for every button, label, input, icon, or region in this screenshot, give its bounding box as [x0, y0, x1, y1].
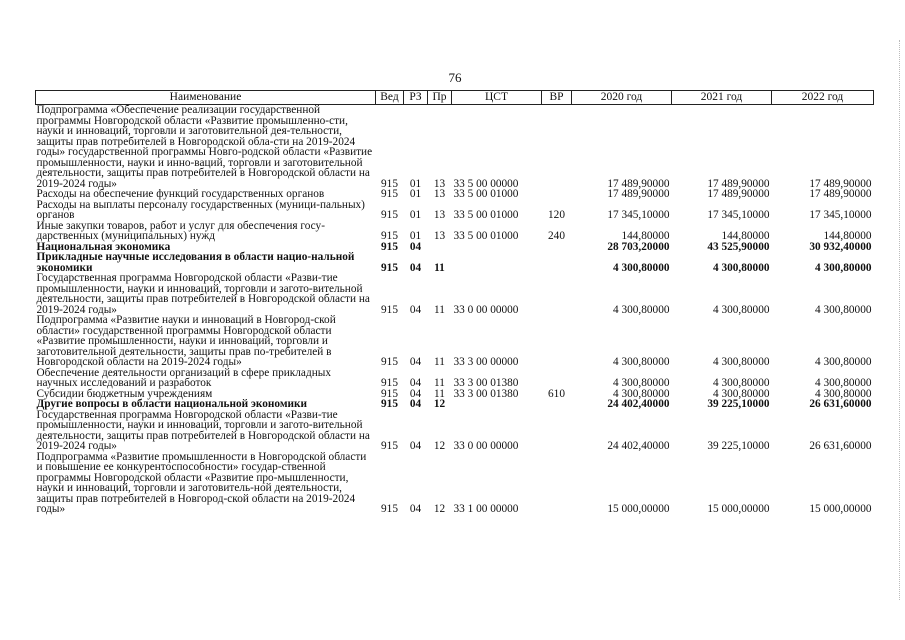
row-2020: 4 300,80000 [613, 356, 670, 368]
row-pr: 11 [434, 261, 445, 274]
row-name: Подпрограмма «Развитие промышленности в Новгородской области и повышение ее конкурентоспособности» государ-ственной программы Новгородской области «Развитие про-мышленности, науки и инноваций, торговли и заготовитель-ной деятельности, защиты прав потребителей в Новгород-ской области на 2019-2024 годы» [36, 450, 367, 515]
row-2020: 4 300,80000 [613, 377, 670, 389]
row-2021: 15 000,00000 [707, 503, 770, 515]
row-cst: 33 5 00 01000 [453, 209, 519, 221]
row-vr [542, 368, 572, 389]
scan-edge-mark [899, 40, 903, 600]
page-number: 76 [448, 70, 462, 85]
row-ved: 915 [381, 503, 398, 515]
row-2020: 24 402,40000 [607, 398, 670, 410]
column-header: ВР [542, 91, 572, 105]
row-rz: 04 [409, 303, 422, 316]
row-ved: 915 [381, 240, 398, 253]
row-name: Обеспечение деятельности организаций в сфере прикладных научных исследований и разработок [36, 366, 331, 389]
row-name: Прикладные научные исследования в области нацио-нальной экономики [36, 251, 355, 274]
row-2020: 17 489,90000 [607, 188, 670, 200]
row-ved: 915 [381, 261, 398, 274]
row-ved: 915 [381, 398, 398, 410]
row-2021: 4 300,80000 [713, 261, 770, 274]
row-cst: 33 5 00 01000 [453, 230, 519, 242]
row-rz: 04 [409, 240, 422, 253]
row-ved: 915 [381, 209, 398, 221]
table-row [36, 189, 874, 200]
row-vr [542, 273, 572, 315]
row-pr: 13 [433, 177, 446, 190]
row-cst: 33 3 00 00000 [453, 356, 519, 368]
column-header: 2022 год [772, 91, 874, 105]
row-cst: 33 5 00 00000 [453, 177, 519, 190]
row-2020: 24 402,40000 [607, 440, 670, 452]
column-header: Пр [428, 91, 452, 105]
row-cst [452, 252, 542, 273]
row-pr: 11 [434, 387, 445, 400]
row-cst: 33 3 00 01380 [453, 377, 519, 389]
row-2022: 144,80000 [823, 230, 872, 242]
row-2022: 4 300,80000 [815, 387, 872, 400]
row-2020: 4 300,80000 [613, 303, 670, 316]
row-pr [428, 242, 452, 253]
row-cst: 33 1 00 00000 [453, 503, 519, 515]
row-2022: 26 631,60000 [809, 398, 872, 410]
row-vr [542, 252, 572, 273]
row-name: Расходы на выплаты персоналу государственных (муници-пальных) органов [36, 198, 365, 221]
row-2021: 4 300,80000 [713, 377, 770, 389]
row-2020: 17 345,10000 [607, 209, 670, 221]
row-2021: 4 300,80000 [713, 387, 770, 400]
row-pr: 13 [433, 188, 446, 200]
column-header: 2020 год [572, 91, 672, 105]
row-2022: 4 300,80000 [815, 303, 872, 316]
table-row [36, 315, 874, 368]
row-2021: 17 489,90000 [707, 188, 770, 200]
column-header: ЦСТ [452, 91, 542, 105]
row-2021: 39 225,10000 [707, 398, 770, 410]
row-pr: 11 [434, 303, 445, 316]
row-cst: 33 5 00 01000 [453, 188, 519, 200]
row-2022: 30 932,40000 [809, 240, 872, 253]
row-rz: 01 [409, 209, 422, 221]
row-name: Подпрограмма «Обеспечение реализации государственной программы Новгородской области «Развитие промышленно-сти, науки и инноваций, торговли и заготовительной дея-тельности, защиты прав потребителей в Новгородской обла-сти на 2019-2024 годы» государственной программы Новго-родской области «Развитие промышленности, науки и инно-ваций, торговли и заготовительной деятельности, защиты прав потребителей в Новгородской области на 2019-2024 годы» [36, 104, 373, 190]
table-row [36, 252, 874, 273]
row-rz: 01 [409, 188, 422, 200]
table-row [36, 368, 874, 389]
row-2022: 4 300,80000 [815, 261, 872, 274]
row-pr: 12 [433, 440, 446, 452]
budget-table [35, 90, 874, 515]
row-2022: 15 000,00000 [809, 503, 872, 515]
row-rz: 04 [409, 440, 422, 452]
row-cst: 33 3 00 01380 [453, 387, 519, 400]
row-pr: 11 [434, 377, 445, 389]
row-vr [542, 399, 572, 410]
table-row [36, 105, 874, 190]
row-name: Субсидии бюджетным учреждениям [36, 387, 213, 400]
row-name: Национальная экономика [36, 240, 171, 253]
column-header: Наименование [36, 91, 376, 105]
row-vr [542, 105, 572, 190]
row-vr [542, 410, 572, 452]
table-row [36, 410, 874, 452]
row-2022: 17 345,10000 [809, 209, 872, 221]
row-2020: 15 000,00000 [607, 503, 670, 515]
row-pr: 13 [433, 209, 446, 221]
row-name: Другие вопросы в области национальной экономики [36, 398, 308, 410]
row-vr [542, 242, 572, 253]
row-rz: 04 [409, 398, 422, 410]
row-pr: 11 [434, 356, 445, 368]
row-rz: 04 [409, 377, 422, 389]
row-2022: 17 489,90000 [809, 177, 872, 190]
row-ved: 915 [381, 230, 398, 242]
row-2021: 39 225,10000 [707, 440, 770, 452]
row-2021: 43 525,90000 [707, 240, 770, 253]
row-rz: 04 [409, 503, 422, 515]
column-header: РЗ [404, 91, 428, 105]
table-body [36, 105, 874, 515]
row-name: Государственная программа Новгородской области «Разви-тие промышленности, науки и инноваций, торговли и загото-вительной деятельности, защиты прав потребителей в Новгородской области на 2019-2024 годы» [36, 408, 370, 452]
row-vr: 120 [548, 209, 565, 221]
row-cst: 33 0 00 00000 [453, 440, 519, 452]
row-ved: 915 [381, 303, 398, 316]
row-cst [452, 399, 542, 410]
row-cst [452, 242, 542, 253]
row-2022: 4 300,80000 [815, 356, 872, 368]
row-cst: 33 0 00 00000 [453, 303, 519, 316]
column-header: 2021 год [672, 91, 772, 105]
row-name: Иные закупки товаров, работ и услуг для обеспечения госу-дарственных (муниципальных) нужд [36, 219, 325, 242]
row-pr: 12 [433, 503, 446, 515]
row-2021: 4 300,80000 [713, 303, 770, 316]
row-2021: 17 489,90000 [707, 177, 770, 190]
row-ved: 915 [381, 356, 398, 368]
column-header: Вед [376, 91, 404, 105]
table-row [36, 273, 874, 315]
row-ved: 915 [381, 377, 398, 389]
row-pr: 12 [433, 398, 446, 410]
row-rz: 04 [409, 387, 422, 400]
row-2020: 4 300,80000 [613, 261, 670, 274]
row-2022: 17 489,90000 [809, 188, 872, 200]
row-rz: 01 [409, 230, 422, 242]
table-header-row [36, 91, 874, 105]
row-vr [542, 189, 572, 200]
row-name: Расходы на обеспечение функций государственных органов [36, 188, 325, 200]
row-2020: 28 703,20000 [607, 240, 670, 253]
row-2020: 17 489,90000 [607, 177, 670, 190]
row-ved: 915 [381, 387, 398, 400]
row-2022: 4 300,80000 [815, 377, 872, 389]
table-row [36, 399, 874, 410]
row-vr: 610 [548, 387, 565, 400]
row-vr: 240 [548, 230, 565, 242]
row-2021: 17 345,10000 [707, 209, 770, 221]
row-name: Подпрограмма «Развитие науки и инноваций в Новгород-ской области» государственной программы Новгородской области «Развитие промышленности, науки и инноваций, торговли и заготовительной деятельности, защиты прав по-требителей в Новгородской области на 2019-2024 годы» [36, 314, 336, 368]
table-row [36, 452, 874, 515]
row-rz: 04 [409, 261, 422, 274]
row-vr [542, 315, 572, 368]
row-2020: 4 300,80000 [613, 387, 670, 400]
table-row [36, 200, 874, 221]
row-ved: 915 [381, 440, 398, 452]
table-row [36, 221, 874, 242]
row-2020: 144,80000 [621, 230, 670, 242]
row-2021: 4 300,80000 [713, 356, 770, 368]
row-2021: 144,80000 [721, 230, 770, 242]
row-rz: 04 [409, 356, 422, 368]
row-rz: 01 [409, 177, 422, 190]
row-ved: 915 [381, 188, 398, 200]
row-2022: 26 631,60000 [809, 440, 872, 452]
row-pr: 13 [433, 230, 446, 242]
row-ved: 915 [381, 177, 398, 190]
row-name: Государственная программа Новгородской области «Разви-тие промышленности, науки и инноваций, торговли и загото-вительной деятельности, защиты прав потребителей в Новгородской области на 2019-2024 годы» [36, 272, 370, 316]
row-vr [542, 452, 572, 515]
